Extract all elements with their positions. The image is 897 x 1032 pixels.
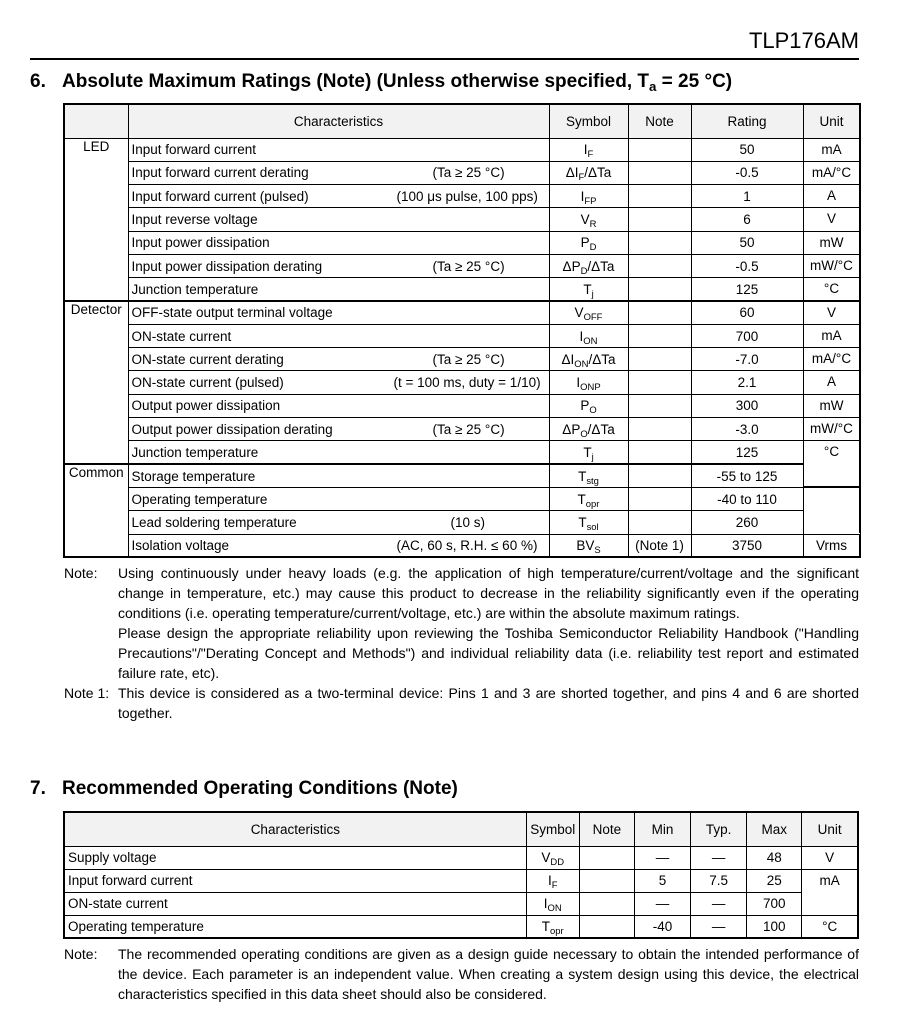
symbol-base: I bbox=[580, 188, 585, 204]
min-cell: 5 bbox=[634, 869, 690, 892]
symbol-cell bbox=[549, 161, 628, 184]
max-cell: 700 bbox=[747, 892, 802, 915]
note-cell bbox=[628, 208, 691, 231]
table-row bbox=[64, 846, 858, 869]
symbol-subscript: OFF bbox=[583, 312, 603, 324]
section-7-number: 7. bbox=[30, 778, 46, 799]
symbol-subscript: j bbox=[591, 451, 594, 463]
symbol-base: T bbox=[583, 281, 592, 297]
characteristic-name: Input forward current derating bbox=[131, 165, 309, 181]
unit-cell: mW/°C bbox=[803, 254, 860, 277]
section-7-title bbox=[30, 777, 458, 801]
characteristic-name: Supply voltage bbox=[64, 846, 526, 869]
symbol-cell bbox=[549, 371, 628, 394]
symbol-subscript: opr bbox=[585, 498, 600, 510]
header-rating: Rating bbox=[691, 104, 803, 138]
table-row bbox=[64, 418, 860, 441]
symbol-cell bbox=[549, 487, 628, 510]
symbol-base: T bbox=[541, 918, 551, 934]
symbol-subscript: ON bbox=[547, 902, 562, 914]
symbol-cell bbox=[549, 185, 628, 208]
note-text: Using continuously under heavy loads (e.g. the application of high temperature/current/voltage and the significant change in temperature, etc.) may cause this product to decrease in the reliability significantly even if the operating conditions (i.e. operating temperature/current/voltage, etc.) are within the absolute maximum ratings. bbox=[118, 565, 859, 621]
absolute-maximum-ratings-table bbox=[63, 103, 861, 558]
characteristic-name: OFF-state output terminal voltage bbox=[131, 305, 333, 321]
symbol-cell bbox=[549, 394, 628, 417]
characteristic-cell bbox=[128, 185, 549, 208]
symbol-tail: /ΔTa bbox=[587, 258, 615, 274]
symbol-subscript: R bbox=[589, 218, 597, 230]
section-6-heading: Absolute Maximum Ratings (Note) (Unless otherwise specified, T bbox=[62, 71, 649, 92]
document-title: TLP176AM bbox=[748, 28, 859, 53]
table-header-row bbox=[64, 812, 858, 846]
characteristic-cell bbox=[128, 324, 549, 347]
symbol-cell bbox=[549, 208, 628, 231]
symbol-cell bbox=[549, 348, 628, 371]
rating-cell: 50 bbox=[691, 138, 803, 161]
characteristic-name: ON-state current (pulsed) bbox=[131, 375, 284, 391]
symbol-base: P bbox=[580, 398, 590, 414]
symbol-subscript: ONP bbox=[580, 381, 601, 393]
header-typ: Typ. bbox=[691, 812, 747, 846]
rating-cell: 300 bbox=[691, 394, 803, 417]
rating-cell: 125 bbox=[691, 278, 803, 301]
characteristic-name: Input forward current (pulsed) bbox=[131, 188, 309, 204]
note-cell bbox=[628, 487, 691, 510]
characteristic-cell bbox=[128, 487, 549, 510]
symbol-subscript: ON bbox=[574, 358, 589, 370]
header-symbol: Symbol bbox=[526, 812, 579, 846]
note-cell bbox=[628, 185, 691, 208]
min-cell: — bbox=[634, 846, 690, 869]
table-row bbox=[64, 348, 860, 371]
note-label: Note 1: bbox=[64, 685, 110, 701]
symbol-subscript: D bbox=[589, 242, 597, 254]
unit-cell: Vrms bbox=[803, 534, 860, 557]
unit-cell: °C bbox=[802, 915, 858, 938]
note-cell bbox=[628, 464, 691, 487]
rating-cell: -40 to 110 bbox=[691, 487, 803, 510]
characteristic-cell bbox=[128, 231, 549, 254]
symbol-cell bbox=[549, 138, 628, 161]
symbol-cell bbox=[526, 892, 579, 915]
section-7-notes bbox=[64, 944, 859, 1004]
characteristic-name: Input reverse voltage bbox=[131, 212, 258, 228]
table-row bbox=[64, 371, 860, 394]
characteristic-name: Input power dissipation bbox=[131, 235, 270, 251]
table-header-row bbox=[64, 104, 860, 138]
characteristic-cell bbox=[128, 534, 549, 557]
symbol-cell bbox=[526, 869, 579, 892]
characteristic-cell bbox=[128, 161, 549, 184]
symbol-base: V bbox=[580, 212, 590, 228]
table-row bbox=[64, 278, 860, 301]
note-cell bbox=[628, 418, 691, 441]
rating-cell: 700 bbox=[691, 324, 803, 347]
note-cell bbox=[579, 892, 634, 915]
characteristic-name: Input forward current bbox=[64, 869, 526, 892]
unit-cell: A bbox=[803, 185, 860, 208]
table-row bbox=[64, 208, 860, 231]
header-group bbox=[64, 104, 128, 138]
unit-cell: V bbox=[802, 846, 858, 869]
unit-cell: mW bbox=[803, 231, 860, 254]
note-paragraph bbox=[64, 944, 859, 1004]
note-cell bbox=[579, 915, 634, 938]
unit-cell: V bbox=[803, 301, 860, 324]
symbol-base: ΔI bbox=[565, 165, 579, 181]
characteristic-cell bbox=[128, 464, 549, 487]
rating-cell: -0.5 bbox=[691, 161, 803, 184]
characteristic-name: Operating temperature bbox=[131, 491, 268, 507]
unit-cell: mA bbox=[802, 869, 858, 915]
condition-text: (t = 100 ms, duty = 1/10) bbox=[393, 375, 541, 391]
symbol-base: ΔI bbox=[561, 351, 575, 367]
symbol-subscript: D bbox=[580, 265, 588, 277]
characteristic-name: Storage temperature bbox=[131, 468, 256, 484]
characteristic-cell bbox=[128, 371, 549, 394]
max-cell: 48 bbox=[747, 846, 802, 869]
characteristic-name: Junction temperature bbox=[131, 281, 259, 297]
symbol-subscript: O bbox=[580, 428, 588, 440]
rating-cell: -55 to 125 bbox=[691, 464, 803, 487]
symbol-subscript: opr bbox=[550, 925, 564, 937]
symbol-cell bbox=[549, 464, 628, 487]
typ-cell: — bbox=[691, 846, 747, 869]
characteristic-name: Input forward current bbox=[131, 142, 257, 158]
characteristic-cell bbox=[128, 394, 549, 417]
condition-text: (Ta ≥ 25 °C) bbox=[432, 421, 505, 437]
note-text: Please design the appropriate reliability upon reviewing the Toshiba Semiconductor Reliability Handbook ("Handling Precautions"/"Derating Concept and Methods") and individual reliability data (i.e. reliability test report and estimated failure rate, etc). bbox=[118, 625, 859, 681]
rating-cell: -0.5 bbox=[691, 254, 803, 277]
unit-cell: °C bbox=[803, 278, 860, 301]
min-cell: — bbox=[634, 892, 690, 915]
note-cell bbox=[628, 301, 691, 324]
characteristic-cell bbox=[128, 511, 549, 534]
note-cell bbox=[628, 511, 691, 534]
unit-cell: mA/°C bbox=[803, 161, 860, 184]
characteristic-name: Isolation voltage bbox=[131, 537, 230, 553]
group-label: Detector bbox=[64, 301, 128, 464]
rating-cell: 60 bbox=[691, 301, 803, 324]
characteristic-name: Output power dissipation bbox=[131, 398, 281, 414]
note-label: Note: bbox=[64, 565, 98, 581]
unit-cell: °C bbox=[803, 441, 860, 488]
symbol-cell bbox=[549, 534, 628, 557]
symbol-subscript: ON bbox=[583, 335, 598, 347]
header-max: Max bbox=[747, 812, 802, 846]
symbol-tail: /ΔTa bbox=[588, 351, 616, 367]
condition-text: (Ta ≥ 25 °C) bbox=[432, 165, 505, 181]
characteristic-cell bbox=[128, 138, 549, 161]
unit-cell: V bbox=[803, 208, 860, 231]
symbol-subscript: sol bbox=[586, 521, 599, 533]
characteristic-cell bbox=[128, 301, 549, 324]
symbol-cell bbox=[549, 278, 628, 301]
header-note: Note bbox=[628, 104, 691, 138]
characteristic-name: ON-state current derating bbox=[131, 351, 284, 367]
section-6-notes bbox=[64, 563, 859, 723]
condition-text: (10 s) bbox=[450, 514, 486, 530]
rating-cell: 3750 bbox=[691, 534, 803, 557]
condition-text: (Ta ≥ 25 °C) bbox=[432, 258, 505, 274]
symbol-subscript: DD bbox=[550, 856, 565, 868]
symbol-subscript: FP bbox=[584, 195, 597, 207]
symbol-base: I bbox=[576, 375, 581, 391]
characteristic-cell bbox=[128, 418, 549, 441]
header-characteristics: Characteristics bbox=[64, 812, 526, 846]
symbol-subscript: S bbox=[594, 544, 601, 556]
note-cell bbox=[579, 846, 634, 869]
symbol-cell bbox=[549, 511, 628, 534]
header-symbol: Symbol bbox=[549, 104, 628, 138]
symbol-base: T bbox=[578, 468, 587, 484]
symbol-tail: /ΔTa bbox=[584, 165, 612, 181]
section-7-heading: Recommended Operating Conditions (Note) bbox=[62, 778, 458, 799]
note-cell bbox=[628, 394, 691, 417]
table-row bbox=[64, 464, 860, 487]
symbol-subscript: O bbox=[589, 405, 597, 417]
note-text: The recommended operating conditions are given as a design guide necessary to obtain the intended performance of the device. Each parameter is an independent value. When creating a system design using this device, the electrical characteristics specified in this data sheet should also be considered. bbox=[118, 946, 859, 1002]
table-row bbox=[64, 394, 860, 417]
unit-cell: mW bbox=[803, 394, 860, 417]
rating-cell: -3.0 bbox=[691, 418, 803, 441]
group-label: LED bbox=[64, 138, 128, 301]
characteristic-cell bbox=[128, 254, 549, 277]
symbol-base: BV bbox=[576, 537, 595, 553]
max-cell: 25 bbox=[747, 869, 802, 892]
characteristic-name: Output power dissipation derating bbox=[131, 421, 333, 437]
symbol-base: I bbox=[579, 328, 584, 344]
symbol-base: ΔP bbox=[562, 421, 581, 437]
symbol-base: T bbox=[578, 514, 587, 530]
characteristic-name: ON-state current bbox=[131, 328, 232, 344]
table-row bbox=[64, 441, 860, 464]
note-cell bbox=[628, 138, 691, 161]
symbol-base: P bbox=[580, 235, 590, 251]
symbol-base: T bbox=[583, 444, 592, 460]
min-cell: -40 bbox=[634, 915, 690, 938]
symbol-tail: /ΔTa bbox=[587, 421, 615, 437]
unit-cell: A bbox=[803, 371, 860, 394]
symbol-cell bbox=[549, 301, 628, 324]
symbol-base: I bbox=[583, 142, 588, 158]
table-row bbox=[64, 254, 860, 277]
note-cell bbox=[628, 324, 691, 347]
symbol-base: T bbox=[577, 491, 586, 507]
note-cell bbox=[628, 371, 691, 394]
symbol-base: ΔP bbox=[562, 258, 581, 274]
note-paragraph bbox=[64, 563, 859, 623]
note-cell: (Note 1) bbox=[628, 534, 691, 557]
condition-text: (100 μs pulse, 100 pps) bbox=[396, 188, 538, 204]
characteristic-name: Lead soldering temperature bbox=[131, 514, 297, 530]
symbol-base: V bbox=[541, 850, 551, 865]
symbol-cell bbox=[549, 324, 628, 347]
unit-cell: mA/°C bbox=[803, 348, 860, 371]
note-cell bbox=[628, 441, 691, 464]
table-row bbox=[64, 869, 858, 892]
note-text: This device is considered as a two-terminal device: Pins 1 and 3 are shorted together, and pins 4 and 6 are shorted together. bbox=[118, 685, 859, 721]
symbol-cell bbox=[549, 254, 628, 277]
rating-cell: 6 bbox=[691, 208, 803, 231]
symbol-subscript: stg bbox=[586, 475, 599, 487]
note-paragraph bbox=[64, 683, 859, 723]
note-cell bbox=[579, 869, 634, 892]
rating-cell: 50 bbox=[691, 231, 803, 254]
unit-cell: mW/°C bbox=[803, 418, 860, 441]
characteristic-cell bbox=[128, 208, 549, 231]
symbol-subscript: F bbox=[551, 879, 558, 891]
rating-cell: 260 bbox=[691, 511, 803, 534]
note-cell bbox=[628, 278, 691, 301]
unit-cell: mA bbox=[803, 324, 860, 347]
header-min: Min bbox=[634, 812, 690, 846]
note-cell bbox=[628, 254, 691, 277]
symbol-subscript: F bbox=[578, 172, 585, 184]
rating-cell: 1 bbox=[691, 185, 803, 208]
header-unit: Unit bbox=[803, 104, 860, 138]
symbol-cell bbox=[549, 441, 628, 464]
characteristic-cell bbox=[128, 441, 549, 464]
typ-cell: — bbox=[691, 915, 747, 938]
typ-cell: 7.5 bbox=[691, 869, 747, 892]
section-6-heading-tail: = 25 °C) bbox=[656, 71, 733, 92]
symbol-subscript: j bbox=[591, 288, 594, 300]
note-paragraph bbox=[64, 623, 859, 683]
symbol-subscript: F bbox=[587, 148, 594, 160]
note-cell bbox=[628, 161, 691, 184]
header-rule bbox=[30, 58, 859, 60]
rating-cell: 2.1 bbox=[691, 371, 803, 394]
symbol-base: I bbox=[543, 896, 548, 911]
table-row bbox=[64, 301, 860, 324]
characteristic-cell bbox=[128, 278, 549, 301]
table-row bbox=[64, 511, 860, 534]
header-unit: Unit bbox=[802, 812, 858, 846]
group-label: Common bbox=[64, 464, 128, 557]
table-row bbox=[64, 161, 860, 184]
table-row bbox=[64, 534, 860, 557]
characteristic-name: Operating temperature bbox=[64, 915, 526, 938]
note-cell bbox=[628, 231, 691, 254]
table-row bbox=[64, 324, 860, 347]
unit-cell: mA bbox=[803, 138, 860, 161]
characteristic-name: Junction temperature bbox=[131, 444, 259, 460]
table-row bbox=[64, 892, 858, 915]
table-row bbox=[64, 231, 860, 254]
section-6-title bbox=[30, 70, 732, 94]
symbol-base: V bbox=[574, 305, 584, 321]
table-row bbox=[64, 915, 858, 938]
characteristic-name: Input power dissipation derating bbox=[131, 258, 323, 274]
characteristic-name: ON-state current bbox=[64, 892, 526, 915]
symbol-cell bbox=[526, 915, 579, 938]
header-note: Note bbox=[579, 812, 634, 846]
condition-text: (AC, 60 s, R.H. ≤ 60 %) bbox=[396, 537, 538, 553]
symbol-base: I bbox=[547, 873, 552, 888]
section-6-number: 6. bbox=[30, 71, 46, 92]
typ-cell: — bbox=[691, 892, 747, 915]
rating-cell: -7.0 bbox=[691, 348, 803, 371]
condition-text: (Ta ≥ 25 °C) bbox=[432, 351, 505, 367]
max-cell: 100 bbox=[747, 915, 802, 938]
symbol-cell bbox=[526, 846, 579, 869]
characteristic-cell bbox=[128, 348, 549, 371]
table-row bbox=[64, 185, 860, 208]
rating-cell: 125 bbox=[691, 441, 803, 464]
table-row bbox=[64, 487, 860, 510]
section-6-heading-sub: a bbox=[649, 78, 657, 94]
recommended-operating-conditions-table bbox=[63, 811, 859, 939]
table-row bbox=[64, 138, 860, 161]
note-cell bbox=[628, 348, 691, 371]
symbol-cell bbox=[549, 231, 628, 254]
header-characteristics: Characteristics bbox=[128, 104, 549, 138]
note-label: Note: bbox=[64, 946, 98, 962]
symbol-cell bbox=[549, 418, 628, 441]
